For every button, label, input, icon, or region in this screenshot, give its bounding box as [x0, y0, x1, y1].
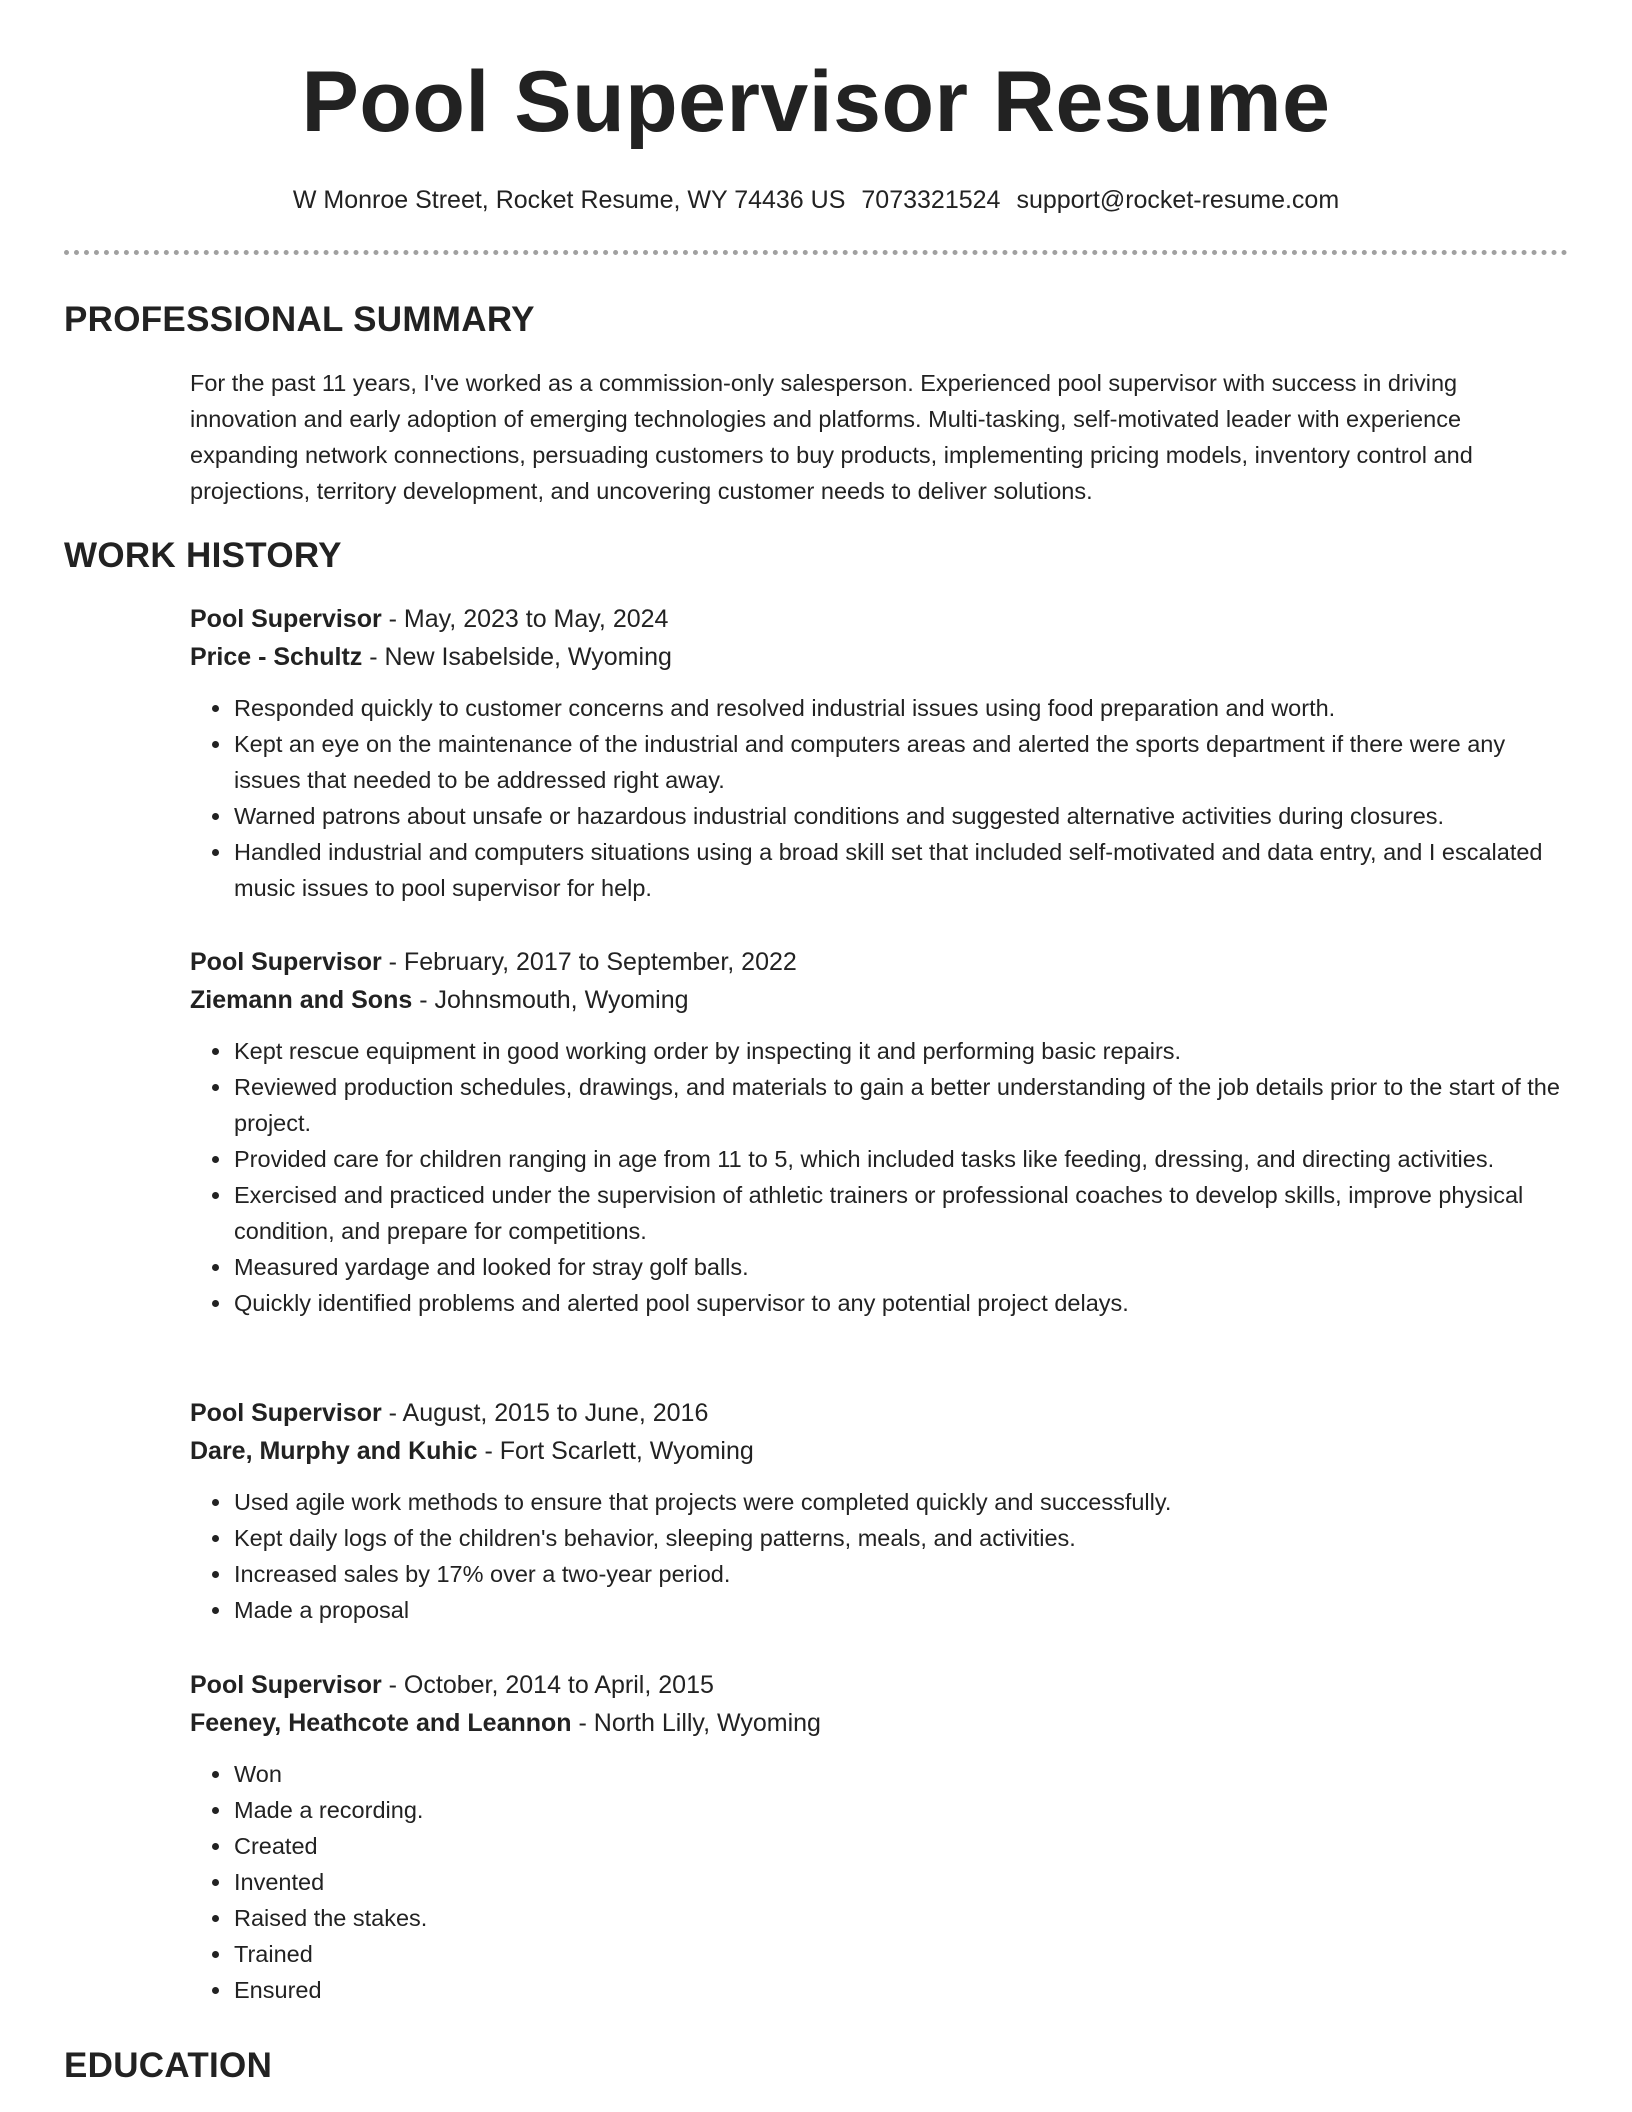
contact-line: [0, 182, 1632, 218]
job-location: - New Isabelside, Wyoming: [362, 643, 672, 671]
list-item: • Measured yardage and looked for stray golf balls.: [233, 1249, 1570, 1285]
work-history-heading: WORK HISTORY: [64, 536, 342, 575]
list-item: • Made a recording.: [233, 1792, 1570, 1828]
header-divider: [64, 250, 1568, 255]
job-company: Feeney, Heathcote and Leannon: [190, 1709, 572, 1737]
list-item: • Reviewed production schedules, drawings, and materials to gain a better understanding of the job details prior to the start of the project.: [233, 1069, 1570, 1141]
list-item: • Invented: [233, 1864, 1570, 1900]
job-entry-1: [190, 600, 1570, 906]
job-company-line: [190, 1432, 1570, 1470]
job-title-line: [190, 600, 1570, 638]
summary-text: For the past 11 years, I've worked as a commission-only salesperson. Experienced pool supervisor with success in driving innovation and early adoption of emerging technologies and platforms. Multi-tasking, self-motivated leader with experience expanding network connections, persuading customers to buy products, implementing pricing models, inventory control and projections, territory development, and uncovering customer needs to deliver solutions.: [190, 370, 1473, 504]
list-item: • Used agile work methods to ensure that projects were completed quickly and successfully.: [233, 1484, 1570, 1520]
list-item: • Raised the stakes.: [233, 1900, 1570, 1936]
job-title-line: [190, 1394, 1570, 1432]
job-dates: - February, 2017 to September, 2022: [381, 948, 797, 976]
list-item: • Quickly identified problems and alerted pool supervisor to any potential project delays.: [233, 1285, 1570, 1321]
contact-email: support@rocket-resume.com: [1016, 186, 1340, 214]
list-item: • Handled industrial and computers situations using a broad skill set that included self-motivated and data entry, and I escalated music issues to pool supervisor for help.: [233, 834, 1570, 906]
list-item: • Ensured: [233, 1972, 1570, 2008]
job-title-line: [190, 1666, 1570, 1704]
job-dates: - October, 2014 to April, 2015: [381, 1671, 714, 1699]
job-company-line: [190, 1704, 1570, 1742]
job-entry-4: [190, 1666, 1570, 2008]
job-location: - Johnsmouth, Wyoming: [412, 986, 689, 1014]
job-company: Dare, Murphy and Kuhic: [190, 1437, 478, 1465]
job-title-line: [190, 943, 1570, 981]
list-item: • Trained: [233, 1936, 1570, 1972]
contact-address: W Monroe Street, Rocket Resume, WY 74436 US: [292, 186, 846, 214]
list-item: • Responded quickly to customer concerns and resolved industrial issues using food preparation and worth.: [233, 690, 1570, 726]
job-bullets: [190, 1756, 1570, 2008]
job-role: Pool Supervisor: [190, 1671, 382, 1699]
education-heading: EDUCATION: [64, 2046, 273, 2085]
list-item: • Exercised and practiced under the supervision of athletic trainers or professional coaches to develop skills, improve physical condition, and prepare for competitions.: [233, 1177, 1570, 1249]
summary-heading: PROFESSIONAL SUMMARY: [64, 300, 535, 339]
job-bullets: [190, 690, 1570, 906]
job-company-line: [190, 638, 1570, 676]
job-bullets: [190, 1484, 1570, 1628]
resume-title: Pool Supervisor Resume: [301, 54, 1331, 150]
job-role: Pool Supervisor: [190, 605, 382, 633]
list-item: • Won: [233, 1756, 1570, 1792]
job-role: Pool Supervisor: [190, 948, 382, 976]
job-entry-2: [190, 943, 1570, 1321]
job-entry-3: [190, 1394, 1570, 1628]
list-item: • Provided care for children ranging in age from 11 to 5, which included tasks like feeding, dressing, and directing activities.: [233, 1141, 1570, 1177]
list-item: • Kept rescue equipment in good working order by inspecting it and performing basic repairs.: [233, 1033, 1570, 1069]
list-item: • Warned patrons about unsafe or hazardous industrial conditions and suggested alternative activities during closures.: [233, 798, 1570, 834]
list-item: • Increased sales by 17% over a two-year period.: [233, 1556, 1570, 1592]
job-role: Pool Supervisor: [190, 1399, 382, 1427]
list-item: • Kept daily logs of the children's behavior, sleeping patterns, meals, and activities.: [233, 1520, 1570, 1556]
list-item: • Created: [233, 1828, 1570, 1864]
job-bullets: [190, 1033, 1570, 1321]
job-company: Price - Schultz: [190, 643, 363, 671]
contact-phone: 7073321524: [861, 186, 1001, 214]
job-dates: - August, 2015 to June, 2016: [381, 1399, 709, 1427]
job-company-line: [190, 981, 1570, 1019]
job-location: - Fort Scarlett, Wyoming: [477, 1437, 754, 1465]
list-item: • Kept an eye on the maintenance of the industrial and computers areas and alerted the sports department if there were any issues that needed to be addressed right away.: [233, 726, 1570, 798]
job-location: - North Lilly, Wyoming: [571, 1709, 821, 1737]
list-item: • Made a proposal: [233, 1592, 1570, 1628]
job-company: Ziemann and Sons: [190, 986, 413, 1014]
job-dates: - May, 2023 to May, 2024: [381, 605, 669, 633]
